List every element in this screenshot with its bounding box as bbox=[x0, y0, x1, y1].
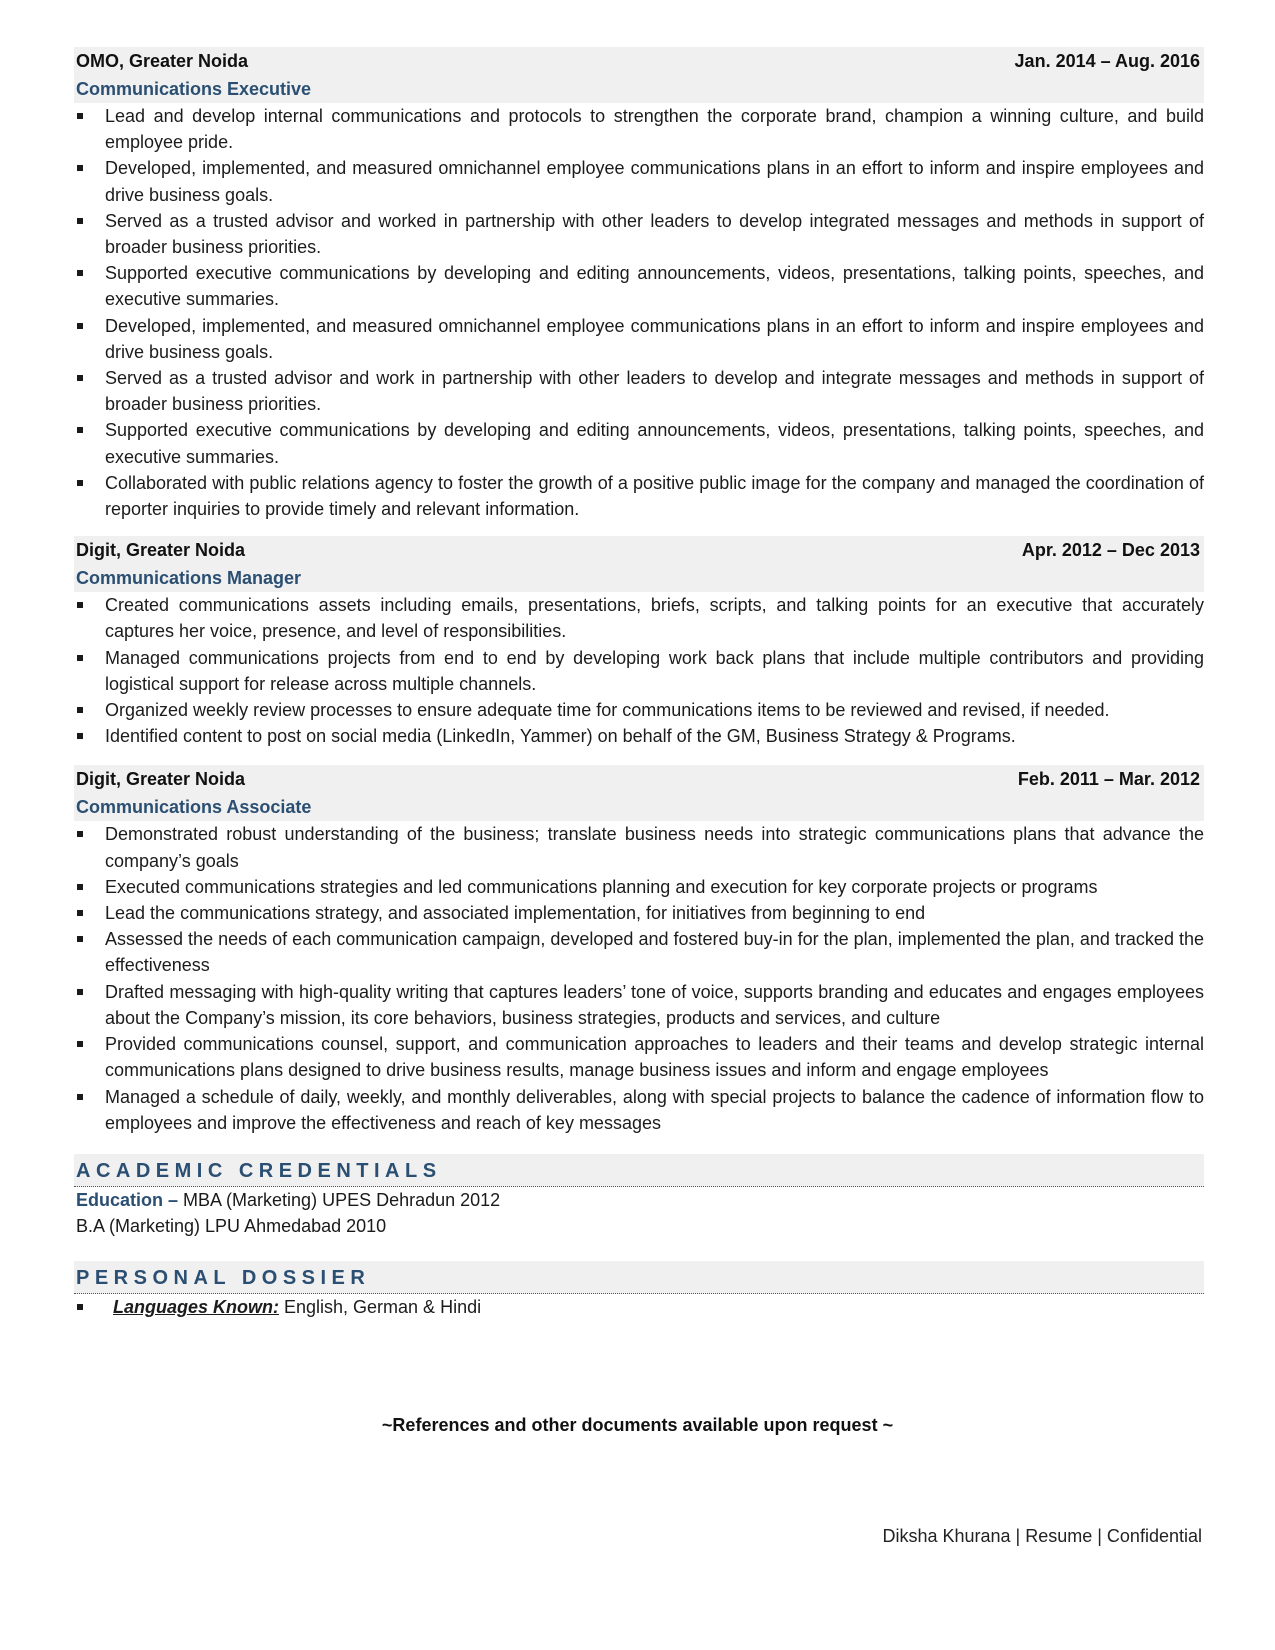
job-header bbox=[74, 536, 1204, 592]
bullet-item: Developed, implemented, and measured omnichannel employee communications plans in an effort to inform and inspire employees and drive business goals. bbox=[74, 313, 1204, 365]
job-dates: Feb. 2011 – Mar. 2012 bbox=[1017, 769, 1200, 790]
job-entry bbox=[74, 47, 1204, 522]
bullet-item: Supported executive communications by developing and editing announcements, videos, presentations, talking points, speeches, and executive summaries. bbox=[74, 417, 1204, 469]
square-bullet-icon bbox=[77, 480, 83, 486]
square-bullet-icon bbox=[77, 602, 83, 608]
languages-label: Languages Known: bbox=[113, 1296, 279, 1317]
job-header bbox=[74, 47, 1204, 103]
square-bullet-icon bbox=[77, 707, 83, 713]
square-bullet-icon bbox=[77, 218, 83, 224]
square-bullet-icon bbox=[77, 165, 83, 171]
education-label: Education bbox=[76, 1189, 164, 1210]
references-note: ~References and other documents available upon request ~ bbox=[381, 1415, 894, 1435]
square-bullet-icon bbox=[77, 270, 83, 276]
company-name: Digit, Greater Noida bbox=[76, 540, 246, 561]
square-bullet-icon bbox=[77, 831, 83, 837]
bullet-item: Identified content to post on social media (LinkedIn, Yammer) on behalf of the GM, Business Strategy & Programs. bbox=[74, 723, 1204, 749]
bullet-item: Collaborated with public relations agency to foster the growth of a positive public image for the company and managed the coordination of reporter inquiries to provide timely and relevant information. bbox=[74, 470, 1204, 522]
job-dates: Apr. 2012 – Dec 2013 bbox=[1021, 540, 1200, 561]
square-bullet-icon bbox=[77, 936, 83, 942]
square-bullet-icon bbox=[77, 733, 83, 739]
bullet-item: Executed communications strategies and led communications planning and execution for key corporate projects or programs bbox=[74, 874, 1204, 900]
square-bullet-icon bbox=[77, 1041, 83, 1047]
bullet-item: Served as a trusted advisor and worked in partnership with other leaders to develop integrated messages and methods in support of broader business priorities. bbox=[74, 208, 1204, 260]
section-heading-personal: PERSONAL DOSSIER bbox=[74, 1261, 1204, 1294]
bullet-item: Drafted messaging with high-quality writing that captures leaders’ tone of voice, supports branding and educates and engages employees about the Company’s mission, its core behaviors, business strategies, products and services, and culture bbox=[74, 979, 1204, 1031]
education-mba: MBA (Marketing) UPES Dehradun 2012 bbox=[183, 1189, 501, 1210]
bullet-item: Lead the communications strategy, and associated implementation, for initiatives from beginning to end bbox=[74, 900, 1204, 926]
job-header bbox=[74, 765, 1204, 821]
bullet-item: Managed a schedule of daily, weekly, and monthly deliverables, along with special projects to balance the cadence of information flow to employees and improve the effectiveness and reach of key messages bbox=[74, 1084, 1204, 1136]
education-line-2: B.A (Marketing) LPU Ahmedabad 2010 bbox=[76, 1215, 387, 1236]
page-footer: Diksha Khurana | Resume | Confidential bbox=[882, 1526, 1202, 1546]
personal-bullets bbox=[74, 1294, 1204, 1320]
education-line-1 bbox=[74, 1187, 1204, 1213]
square-bullet-icon bbox=[77, 910, 83, 916]
company-name: Digit, Greater Noida bbox=[76, 769, 246, 790]
education-separator: – bbox=[163, 1189, 184, 1210]
square-bullet-icon bbox=[77, 427, 83, 433]
bullet-item: Lead and develop internal communications and protocols to strengthen the corporate brand, champion a winning culture, and build employee pride. bbox=[74, 103, 1204, 155]
square-bullet-icon bbox=[77, 375, 83, 381]
bullet-item: Supported executive communications by developing and editing announcements, videos, presentations, talking points, speeches, and executive summaries. bbox=[74, 260, 1204, 312]
bullet-item: Managed communications projects from end to end by developing work back plans that include multiple contributors and providing logistical support for release across multiple channels. bbox=[74, 645, 1204, 697]
company-name: OMO, Greater Noida bbox=[76, 51, 249, 71]
section-heading-academic: ACADEMIC CREDENTIALS bbox=[74, 1154, 1204, 1187]
bullet-item: Assessed the needs of each communication campaign, developed and fostered buy-in for the plan, implemented the plan, and tracked the effectiveness bbox=[74, 926, 1204, 978]
job-title: Communications Manager bbox=[76, 568, 302, 589]
job-bullets bbox=[74, 821, 1204, 1135]
job-title: Communications Executive bbox=[76, 79, 312, 99]
resume-page bbox=[74, 47, 1204, 1320]
bullet-item: Created communications assets including emails, presentations, briefs, scripts, and talking points for an executive that accurately captures her voice, presence, and level of responsibilities. bbox=[74, 592, 1204, 644]
square-bullet-icon bbox=[77, 113, 83, 119]
bullet-item: Developed, implemented, and measured omnichannel employee communications plans in an effort to inform and inspire employees and drive business goals. bbox=[74, 155, 1204, 207]
square-bullet-icon bbox=[77, 655, 83, 661]
square-bullet-icon bbox=[77, 989, 83, 995]
bullet-item: Provided communications counsel, support, and communication approaches to leaders and their teams and develop strategic internal communications plans designed to drive business results, manage business issues and inform and engage employees bbox=[74, 1031, 1204, 1083]
bullet-item bbox=[74, 1294, 1204, 1320]
bullet-item: Demonstrated robust understanding of the business; translate business needs into strategic communications plans that advance the company’s goals bbox=[74, 821, 1204, 873]
square-bullet-icon bbox=[77, 884, 83, 890]
job-entry bbox=[74, 765, 1204, 1135]
job-title: Communications Associate bbox=[76, 797, 312, 818]
job-dates: Jan. 2014 – Aug. 2016 bbox=[1014, 51, 1200, 71]
languages-value: English, German & Hindi bbox=[279, 1296, 482, 1317]
job-bullets bbox=[74, 592, 1204, 749]
bullet-item: Served as a trusted advisor and work in partnership with other leaders to develop and integrate messages and methods in support of broader business priorities. bbox=[74, 365, 1204, 417]
square-bullet-icon bbox=[77, 1094, 83, 1100]
job-bullets bbox=[74, 103, 1204, 522]
square-bullet-icon bbox=[77, 323, 83, 329]
square-bullet-icon bbox=[77, 1304, 83, 1310]
job-entry bbox=[74, 536, 1204, 749]
bullet-item: Organized weekly review processes to ensure adequate time for communications items to be reviewed and revised, if needed. bbox=[74, 697, 1204, 723]
